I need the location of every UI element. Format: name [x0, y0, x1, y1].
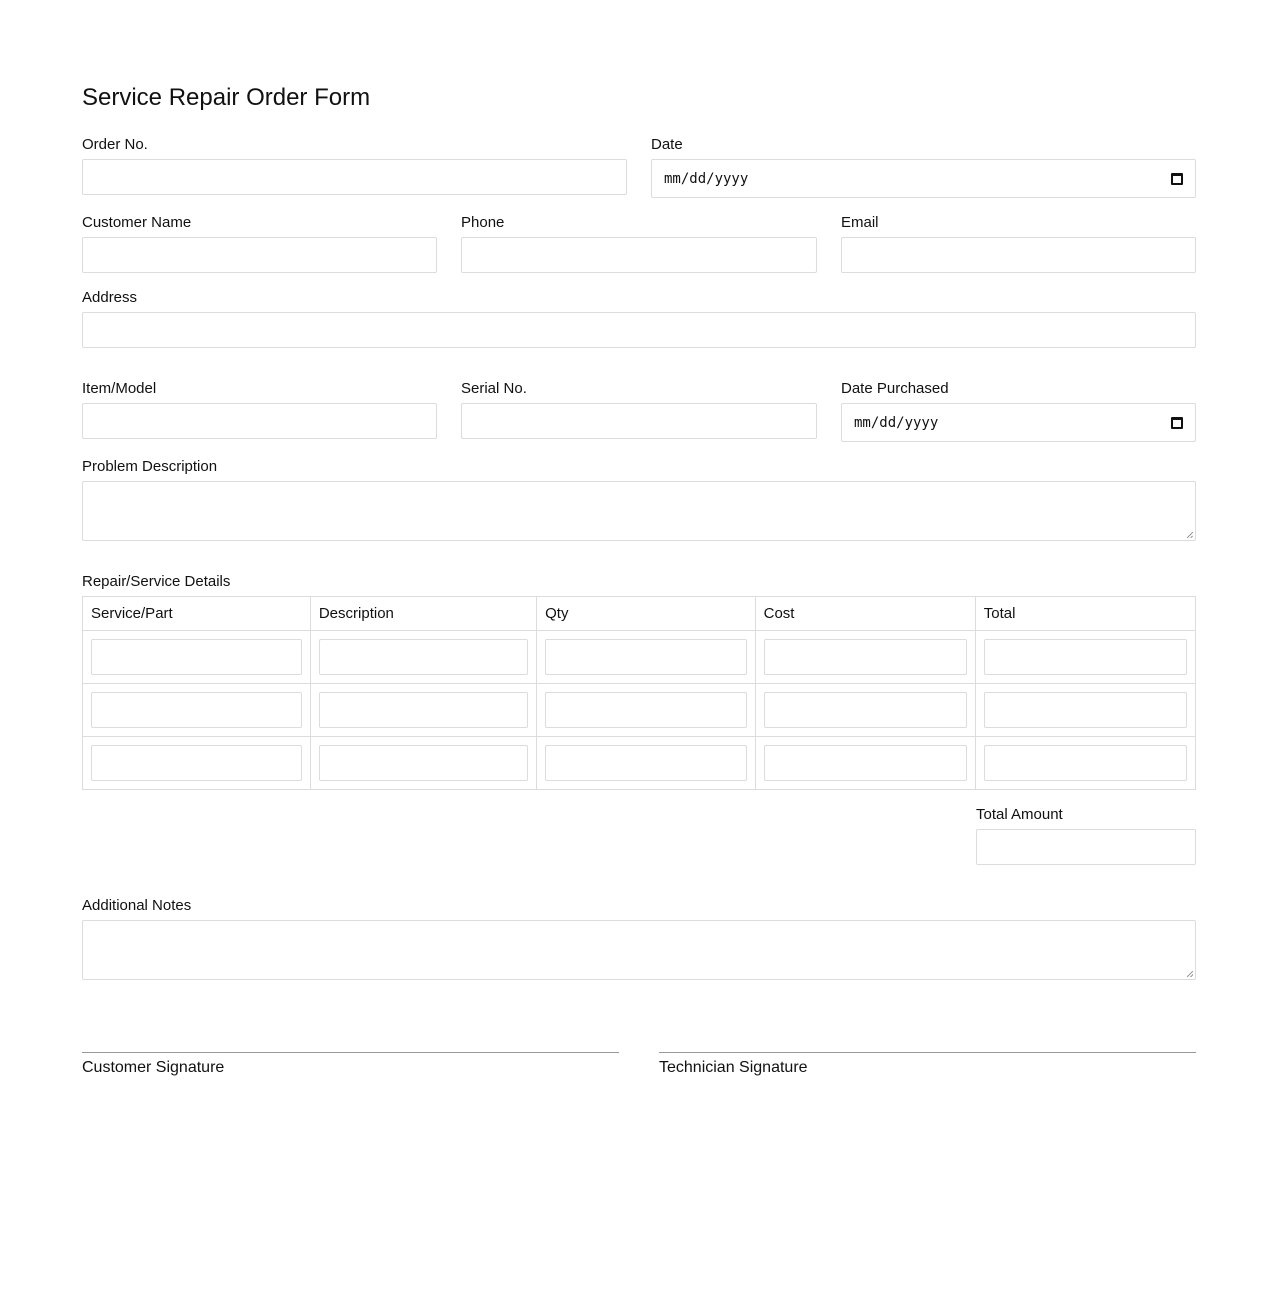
- qty-input[interactable]: [545, 692, 746, 728]
- description-input[interactable]: [319, 639, 528, 675]
- problem-description-textarea[interactable]: [82, 481, 1196, 541]
- service-part-input[interactable]: [91, 692, 302, 728]
- calendar-icon[interactable]: [1171, 417, 1183, 429]
- table-row: [83, 631, 1196, 684]
- serial-no-input[interactable]: [461, 403, 817, 439]
- cost-input[interactable]: [764, 745, 967, 781]
- item-model-input[interactable]: [82, 403, 437, 439]
- total-amount-input[interactable]: [976, 829, 1196, 865]
- customer-name-label: Customer Name: [82, 214, 192, 231]
- table-cell: [537, 684, 755, 737]
- table-cell: [83, 631, 311, 684]
- table-cell: [975, 737, 1195, 790]
- column-header: Service/Part: [83, 597, 311, 631]
- table-cell: [310, 684, 536, 737]
- phone-input[interactable]: [461, 237, 817, 273]
- table-cell: [975, 684, 1195, 737]
- table-cell: [975, 631, 1195, 684]
- date-input[interactable]: [651, 159, 1196, 198]
- resize-handle-icon[interactable]: [1187, 532, 1193, 538]
- address-input[interactable]: [82, 312, 1196, 348]
- column-header: Total: [975, 597, 1195, 631]
- phone-label: Phone: [461, 214, 505, 231]
- date-purchased-input[interactable]: [841, 403, 1196, 442]
- column-header: Description: [310, 597, 536, 631]
- total-amount-label: Total Amount: [976, 806, 1063, 823]
- table-cell: [310, 737, 536, 790]
- table-cell: [755, 684, 975, 737]
- customer-name-input[interactable]: [82, 237, 437, 273]
- item-model-label: Item/Model: [82, 380, 157, 397]
- order-no-label: Order No.: [82, 136, 148, 153]
- cost-input[interactable]: [764, 692, 967, 728]
- table-cell: [83, 684, 311, 737]
- calendar-icon[interactable]: [1171, 173, 1183, 185]
- resize-handle-icon[interactable]: [1187, 971, 1193, 977]
- service-part-input[interactable]: [91, 745, 302, 781]
- description-input[interactable]: [319, 745, 528, 781]
- email-input[interactable]: [841, 237, 1196, 273]
- address-label: Address: [82, 289, 138, 306]
- service-part-input[interactable]: [91, 639, 302, 675]
- table-cell: [310, 631, 536, 684]
- additional-notes-label: Additional Notes: [82, 897, 192, 914]
- date-placeholder: mm/dd/yyyy: [664, 170, 749, 187]
- additional-notes-textarea[interactable]: [82, 920, 1196, 980]
- description-input[interactable]: [319, 692, 528, 728]
- page-title: Service Repair Order Form: [82, 84, 371, 111]
- table-cell: [755, 737, 975, 790]
- serial-no-label: Serial No.: [461, 380, 527, 397]
- date-purchased-placeholder: mm/dd/yyyy: [854, 414, 939, 431]
- customer-signature: Customer Signature: [82, 1052, 619, 1077]
- problem-description-label: Problem Description: [82, 458, 218, 475]
- cost-input[interactable]: [764, 639, 967, 675]
- table-cell: [83, 737, 311, 790]
- technician-signature: Technician Signature: [659, 1052, 1196, 1077]
- table-row: [83, 684, 1196, 737]
- column-header: Cost: [755, 597, 975, 631]
- table-cell: [537, 631, 755, 684]
- date-label: Date: [651, 136, 683, 153]
- total-input[interactable]: [984, 745, 1187, 781]
- repair-details-label: Repair/Service Details: [82, 573, 231, 590]
- email-label: Email: [841, 214, 879, 231]
- date-purchased-label: Date Purchased: [841, 380, 949, 397]
- qty-input[interactable]: [545, 639, 746, 675]
- qty-input[interactable]: [545, 745, 746, 781]
- table-cell: [537, 737, 755, 790]
- table-cell: [755, 631, 975, 684]
- total-input[interactable]: [984, 692, 1187, 728]
- repair-details-table: [82, 596, 1196, 790]
- column-header: Qty: [537, 597, 755, 631]
- total-input[interactable]: [984, 639, 1187, 675]
- order-no-input[interactable]: [82, 159, 627, 195]
- table-row: [83, 737, 1196, 790]
